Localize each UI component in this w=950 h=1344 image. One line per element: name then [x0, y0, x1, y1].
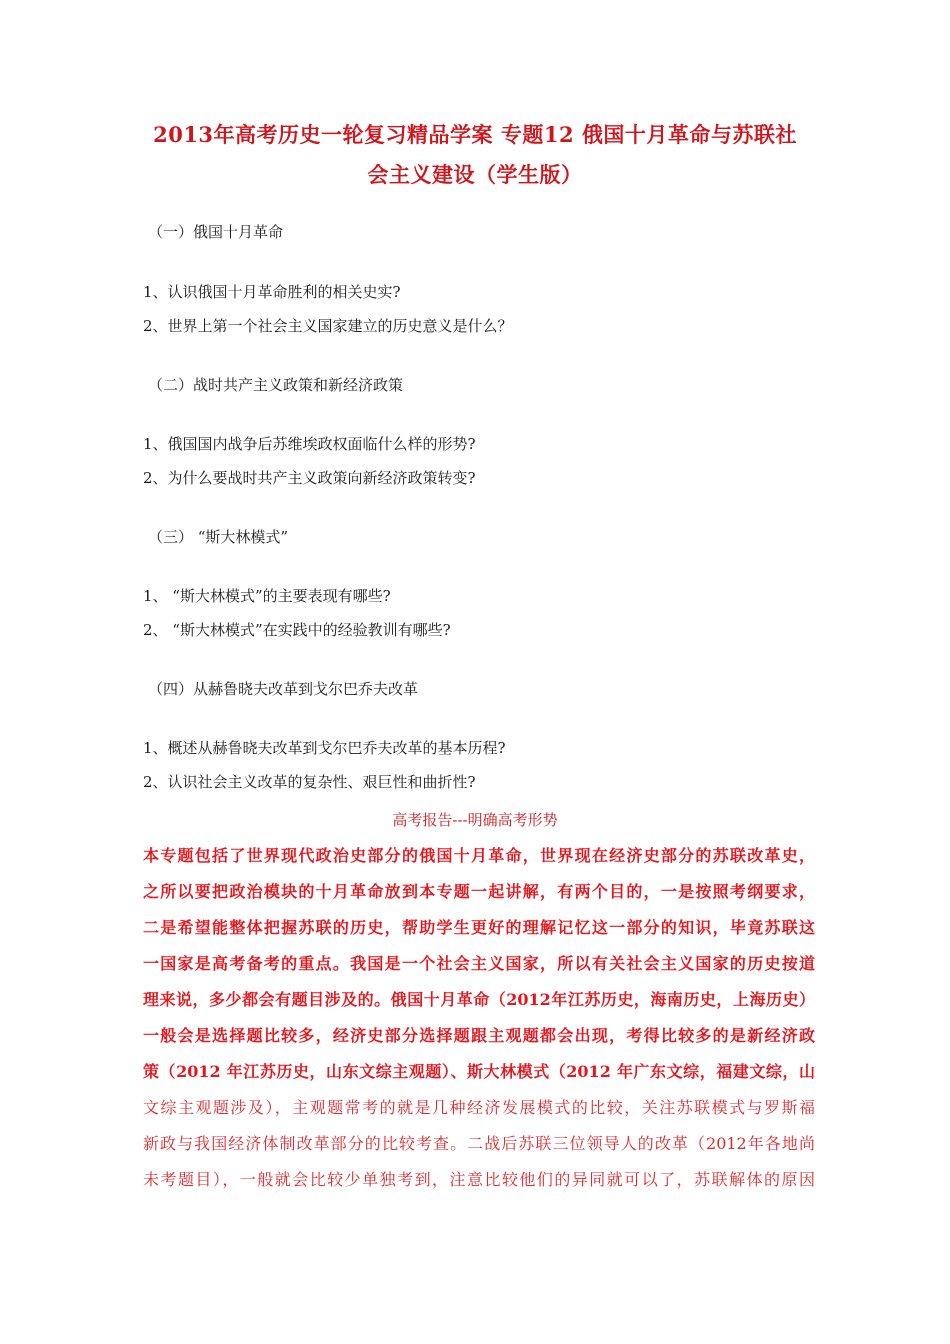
document-title-line-1: 2013年高考历史一轮复习精品学案 专题12 俄国十月革命与苏联社 [153, 122, 797, 147]
report-line-5: 理来说，多少都会有题目涉及的。俄国十月革命（2012年江苏历史，海南历史，上海历史） [143, 990, 815, 1009]
question-3-1: 1、 “斯大林模式”的主要表现有哪些? [143, 587, 391, 605]
report-line-8: 文综主观题涉及），主观题常考的就是几种经济发展模式的比较，关注苏联模式与罗斯福 [143, 1098, 815, 1117]
question-1-2: 2、世界上第一个社会主义国家建立的历史意义是什么？ [143, 317, 513, 335]
report-title: 高考报告---明确高考形势 [392, 811, 558, 829]
section-heading-3: （三） “斯大林模式” [148, 528, 289, 546]
question-4-2: 2、认识社会主义改革的复杂性、艰巨性和曲折性? [143, 773, 476, 791]
report-line-7: 策（2012 年江苏历史，山东文综主观题）、斯大林模式（2012 年广东文综，福建文综，山 [143, 1062, 815, 1081]
question-4-1: 1、概述从赫鲁晓夫改革到戈尔巴乔夫改革的基本历程? [143, 739, 506, 757]
question-3-2: 2、 “斯大林模式”在实践中的经验教训有哪些? [143, 621, 451, 639]
section-heading-2: （二）战时共产主义政策和新经济政策 [148, 376, 404, 394]
report-line-2: 之所以要把政治模块的十月革命放到本专题一起讲解，有两个目的，一是按照考纲要求， [143, 882, 815, 901]
section-heading-4: （四）从赫鲁晓夫改革到戈尔巴乔夫改革 [148, 680, 419, 698]
report-line-9: 新政与我国经济体制改革部分的比较考查。二战后苏联三位领导人的改革（2012年各地尚 [143, 1134, 815, 1153]
document-title-line-2: 会主义建设（学生版） [367, 162, 583, 187]
report-line-3: 二是希望能整体把握苏联的历史，帮助学生更好的理解记忆这一部分的知识，毕竟苏联这 [143, 918, 815, 937]
section-heading-1: （一）俄国十月革命 [148, 223, 284, 241]
report-line-6: 一般会是选择题比较多，经济史部分选择题跟主观题都会出现，考得比较多的是新经济政 [143, 1026, 815, 1045]
report-line-10: 未考题目），一般就会比较少单独考到，注意比较他们的异同就可以了，苏联解体的原因 [143, 1170, 815, 1189]
question-2-1: 1、俄国国内战争后苏维埃政权面临什么样的形势? [143, 435, 476, 453]
question-2-2: 2、为什么要战时共产主义政策向新经济政策转变? [143, 469, 476, 487]
question-1-1: 1、认识俄国十月革命胜利的相关史实? [143, 283, 401, 301]
report-line-4: 一国家是高考备考的重点。我国是一个社会主义国家，所以有关社会主义国家的历史按道 [143, 954, 815, 973]
report-line-1: 本专题包括了世界现代政治史部分的俄国十月革命，世界现在经济史部分的苏联改革史， [143, 846, 815, 865]
